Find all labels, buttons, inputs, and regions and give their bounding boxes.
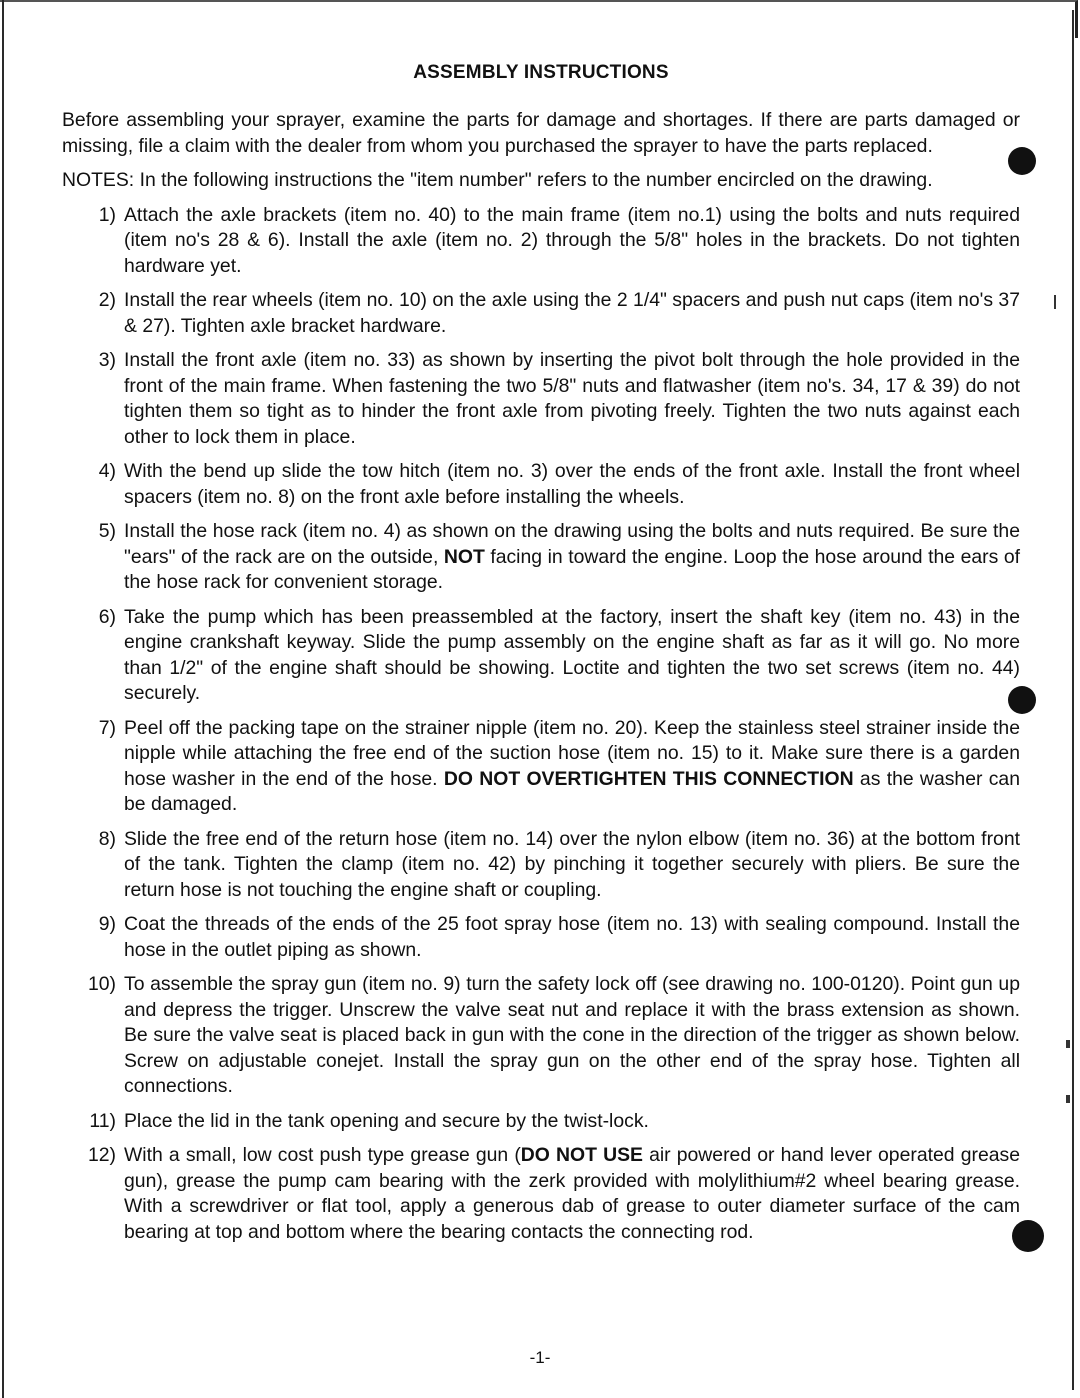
step-text-part: facing in toward the engine. Loop the hose around the ears of the hose rack for convenient storage. (124, 545, 1020, 593)
step-number: 10) (87, 973, 116, 995)
step-text-part: With a small, low cost push type grease gun ( (124, 1144, 521, 1166)
page-title: ASSEMBLY INSTRUCTIONS (413, 62, 669, 83)
step-number: 1) (98, 203, 116, 226)
step-text: Place the lid in the tank opening and secure by the twist-lock. (124, 1109, 649, 1132)
scan-speck (1054, 295, 1056, 309)
step-number: 8) (98, 827, 116, 850)
page-corner-mark (1063, 0, 1078, 38)
step-text: Attach the axle brackets (item no. 40) to the main frame (item no.1) using the bolts and nuts required (item no's 28 & 6). Install the axle (item no. 2) through the 5/8" holes in the brackets. Do not tighten hardware yet. (124, 203, 1020, 277)
instruction-list (62, 203, 1020, 1246)
instruction-step (62, 1109, 1020, 1135)
step-text (124, 1143, 1020, 1245)
instruction-step (62, 288, 1020, 339)
notes-paragraph: NOTES: In the following instructions the "item number" refers to the number encircled on the drawing. (62, 169, 933, 191)
step-text (124, 716, 1020, 818)
step-text-part: Peel off the packing tape on the strainer nipple (item no. 20). Keep the stainless steel strainer inside the nipple while attaching the free end of the suction hose (item no. 15) to it. Make sure there is a garden hose washer in the end of the hose. (124, 716, 1020, 790)
step-number: 2) (98, 289, 116, 311)
step-text: With the bend up slide the tow hitch (item no. 3) over the ends of the front axle. Install the front wheel spacers (item no. 8) on the front axle before installing the wheels. (124, 460, 1020, 508)
intro-paragraph: Before assembling your sprayer, examine the parts for damage and shortages. If there are parts damaged or missing, file a claim with the dealer from whom you purchased the sprayer to have the parts replaced. (62, 109, 1020, 157)
page-right-edge (1072, 10, 1074, 1390)
instruction-step (62, 912, 1020, 963)
step-number: 12) (87, 1144, 116, 1166)
scan-speck (1066, 1040, 1070, 1048)
document-body (62, 62, 1020, 1254)
step-number: 11) (89, 1109, 116, 1132)
page-number: -1- (529, 1348, 551, 1367)
step-text: Install the rear wheels (item no. 10) on the axle using the 2 1/4" spacers and push nut caps (item no's 37 & 27). Tighten axle bracket hardware. (124, 289, 1020, 337)
instruction-step (62, 459, 1020, 510)
step-text: To assemble the spray gun (item no. 9) turn the safety lock off (see drawing no. 100-0120). Point gun up and depress the trigger. Unscrew the valve seat nut and replace it with the brass extension as shown. Be sure the valve seat is placed back in gun with the cone in the direction of the trigger as shown below. Screw on adjustable conejet. Install the spray gun on the other end of the spray hose. Tighten all connections. (124, 973, 1020, 1097)
instruction-step (62, 827, 1020, 904)
page-left-edge (2, 0, 4, 1398)
emphasis-text: DO NOT OVERTIGHTEN THIS CONNECTION (443, 767, 854, 790)
step-number: 5) (98, 520, 116, 542)
emphasis-text: DO NOT USE (520, 1144, 643, 1166)
emphasis-text: NOT (443, 545, 485, 568)
step-text-part: as the washer can be damaged. (124, 767, 1020, 815)
step-text-part: air powered or hand lever operated grease gun), grease the pump cam bearing with the zerk provided with molylithium#2 wheel bearing grease. With a screwdriver or flat tool, apply a generous dab of grease to outer diameter surface of the cam bearing at top and bottom where the bearing contacts the connecting rod. (124, 1144, 1020, 1243)
step-text: Take the pump which has been preassembled at the factory, insert the shaft key (item no. 43) in the engine crankshaft keyway. Slide the pump assembly on the engine shaft as far as it will go. No more than 1/2" of the engine shaft should be showing. Loctite and tighten the two set screws (item no. 44) securely. (124, 605, 1020, 704)
step-text: Slide the free end of the return hose (item no. 14) over the nylon elbow (item no. 36) at the bottom front of the tank. Tighten the clamp (item no. 42) by pinching it together securely with pliers. Be sure the return hose is not touching the engine shaft or coupling. (124, 827, 1020, 901)
instruction-step (62, 605, 1020, 707)
instruction-step (62, 972, 1020, 1100)
step-text: Install the front axle (item no. 33) as shown by inserting the pivot bolt through the hole provided in the front of the main frame. When fastening the two 5/8" nuts and flatwasher (item no's. 34, 17 & 39) do not tighten them so tight as to hinder the front axle from pivoting freely. Tighten the two nuts against each other to lock them in place. (124, 349, 1020, 448)
page-top-edge (0, 0, 1066, 2)
instruction-step (62, 348, 1020, 450)
step-number: 3) (98, 349, 116, 371)
scan-speck (1066, 1095, 1070, 1103)
step-number: 7) (98, 716, 116, 739)
instruction-step (62, 203, 1020, 280)
step-text: Coat the threads of the ends of the 25 foot spray hose (item no. 13) with sealing compound. Install the hose in the outlet piping as shown. (124, 913, 1020, 961)
step-text (124, 519, 1020, 596)
step-text-part: Install the hose rack (item no. 4) as shown on the drawing using the bolts and nuts required. Be sure the "ears" of the rack are on the outside, (124, 520, 1020, 568)
step-number: 6) (98, 605, 116, 628)
instruction-step (62, 519, 1020, 596)
step-number: 9) (98, 913, 116, 935)
instruction-step (62, 716, 1020, 818)
instruction-step (62, 1143, 1020, 1245)
step-number: 4) (98, 460, 116, 482)
